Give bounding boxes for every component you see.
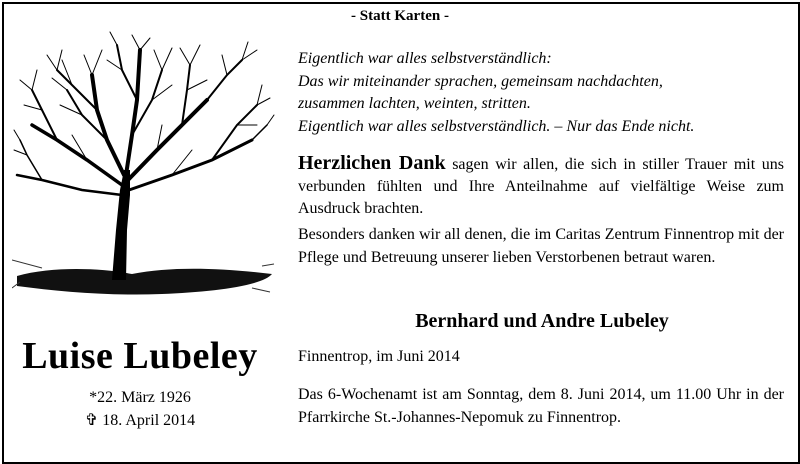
header-statt-karten: - Statt Karten - [351, 8, 449, 24]
poem-line: Das wir miteinander sprachen, gemeinsam nachdachten, [298, 72, 663, 90]
life-dates [10, 386, 270, 432]
poem-line: Eigentlich war alles selbstverständlich. – Nur das Ende nicht. [298, 117, 695, 135]
signers: Bernhard und Andre Lubeley [415, 310, 669, 332]
cross-icon: ✞ [84, 412, 99, 429]
bare-tree-icon [12, 30, 277, 320]
mass-announcement: Das 6-Wochenamt ist am Sonntag, dem 8. Juni 2014, um 11.00 Uhr in der Pfarrkirche St.-Johannes-Nepomuk zu Finnentrop. [298, 386, 784, 426]
place-date: Finnentrop, im Juni 2014 [298, 348, 460, 365]
thanks-lead: Herzlichen Dank [298, 152, 446, 174]
poem [298, 48, 794, 138]
special-thanks-paragraph: Besonders danken wir all denen, die im Caritas Zentrum Finnentrop mit der Pflege und Betreuung unserer lieben Verstorbenen betraut waren. [298, 226, 784, 266]
birth-date: *22. März 1926 [89, 389, 191, 406]
death-date: 18. April 2014 [98, 412, 196, 429]
thanks-text: sagen wir allen, die sich in stiller Trauer mit uns verbunden fühlten und Ihre Anteilnahme auf vielfältige Weise zum Ausdruck brachten. [298, 156, 784, 217]
death-date-line [10, 409, 270, 432]
thanks-paragraph [298, 152, 784, 220]
poem-line: Eigentlich war alles selbstverständlich: [298, 50, 552, 67]
poem-line: zusammen lachten, weinten, stritten. [298, 95, 531, 112]
deceased-name: Luise Lubeley [22, 335, 258, 377]
